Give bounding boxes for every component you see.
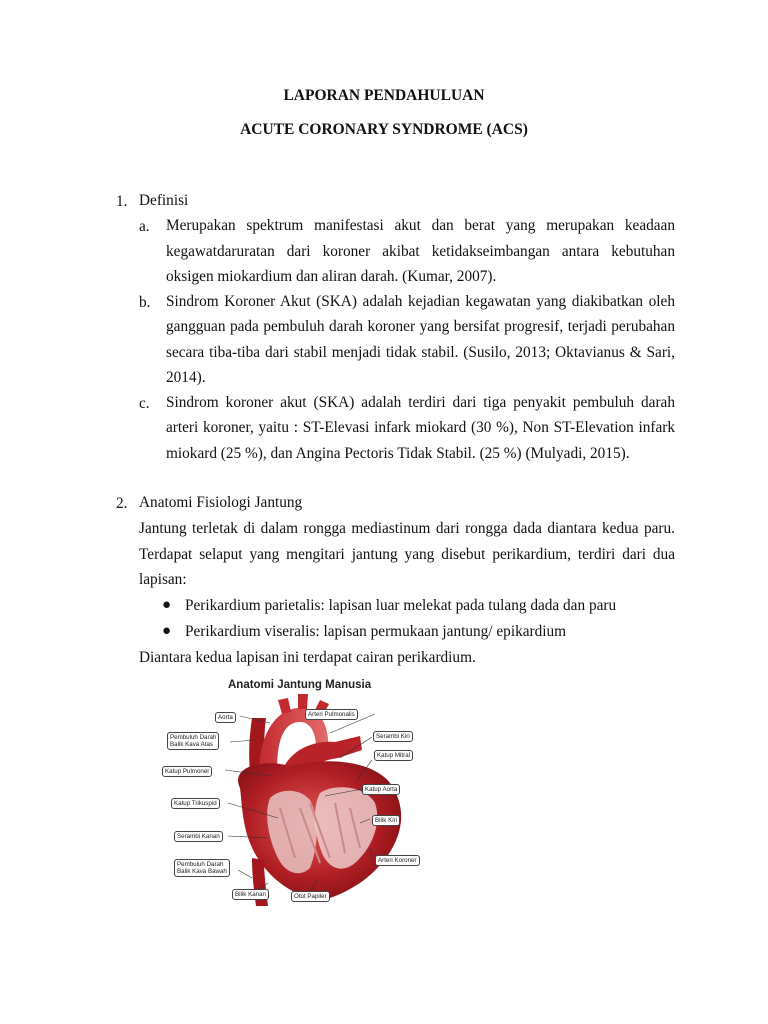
- item-c-line-3: miokard (25 %), dan Angina Pectoris Tidak Stabil. (25 %) (Mulyadi, 2015).: [166, 445, 630, 462]
- item-a-marker: a.: [139, 218, 150, 235]
- label-katup-mitral: Katup Mitral: [374, 750, 413, 761]
- label-serambi-kiri: Serambi Kiri: [373, 731, 413, 742]
- label-bilik-kanan: Bilik Kanan: [232, 889, 269, 900]
- section-1-number: 1.: [116, 193, 128, 210]
- closing-line: Diantara kedua lapisan ini terdapat cairan perikardium.: [139, 649, 476, 666]
- label-katup-pulmoner: Katup Pulmoner: [162, 766, 212, 777]
- label-otot-papiler: Otot Papiler: [291, 891, 330, 902]
- item-b-line-4: 2014).: [166, 369, 206, 386]
- bullet-1: Perikardium parietalis: lapisan luar melekat pada tulang dada dan paru: [185, 597, 617, 614]
- bullet-dot-1: ●: [162, 597, 172, 613]
- report-subtitle: ACUTE CORONARY SYNDROME (ACS): [240, 121, 528, 138]
- item-a-line-2: kegawatdaruratan dari koroner akibat ketidakseimbangan antara kebutuhan: [166, 243, 675, 260]
- label-pembuluh-kava-atas: Pembuluh Darah Balik Kava Atas: [167, 732, 219, 750]
- para-line-3: lapisan:: [139, 571, 187, 588]
- para-line-1: Jantung terletak di dalam rongga mediastinum dari rongga dada diantara kedua paru.: [139, 520, 675, 537]
- figure-title: Anatomi Jantung Manusia: [228, 679, 372, 691]
- item-b-line-1: Sindrom Koroner Akut (SKA) adalah kejadian kegawatan yang diakibatkan oleh: [166, 293, 675, 310]
- label-arteri-koroner: Arteri Koroner: [375, 855, 420, 866]
- label-arteri-pulmonalis: Arteri Pulmonalis: [305, 709, 358, 720]
- item-c-line-1: Sindrom koroner akut (SKA) adalah terdiri dari tiga penyakit pembuluh darah: [166, 394, 675, 411]
- section-2-number: 2.: [116, 495, 128, 512]
- item-a-line-3: oksigen miokardium dan aliran darah. (Kumar, 2007).: [166, 268, 497, 285]
- label-serambi-kanan: Serambi Kanan: [174, 831, 223, 842]
- label-katup-trikuspid: Katup Trikuspid: [171, 798, 220, 809]
- item-b-line-2: gangguan pada pembuluh darah koroner yang bersifat progresif, terjadi perubahan: [166, 318, 675, 335]
- para-line-2: Terdapat selaput yang mengitari jantung yang disebut perikardium, terdiri dari dua: [139, 546, 675, 563]
- report-title: LAPORAN PENDAHULUAN: [283, 87, 485, 104]
- bullet-2: Perikardium viseralis: lapisan permukaan jantung/ epikardium: [185, 623, 567, 640]
- item-b-marker: b.: [139, 294, 151, 311]
- label-pembuluh-kava-bawah: Pembuluh Darah Balik Kava Bawah: [174, 859, 230, 877]
- bullet-dot-2: ●: [162, 623, 172, 639]
- item-c-marker: c.: [139, 395, 150, 412]
- label-bilik-kiri: Bilik Kiri: [372, 815, 400, 826]
- item-c-line-2: arteri koroner, yaitu : ST-Elevasi infark miokard (30 %), Non ST-Elevation infark: [166, 419, 675, 436]
- item-a-line-1: Merupakan spektrum manifestasi akut dan berat yang merupakan keadaan: [166, 217, 675, 234]
- section-2-heading: Anatomi Fisiologi Jantung: [139, 494, 303, 511]
- section-1-heading: Definisi: [139, 192, 189, 209]
- label-katup-aorta: Katup Aorta: [362, 784, 400, 795]
- item-b-line-3: secara tiba-tiba dari stabil menjadi tidak stabil. (Susilo, 2013; Oktavianus & Sari,: [166, 344, 675, 361]
- label-aorta: Aorta: [215, 712, 236, 723]
